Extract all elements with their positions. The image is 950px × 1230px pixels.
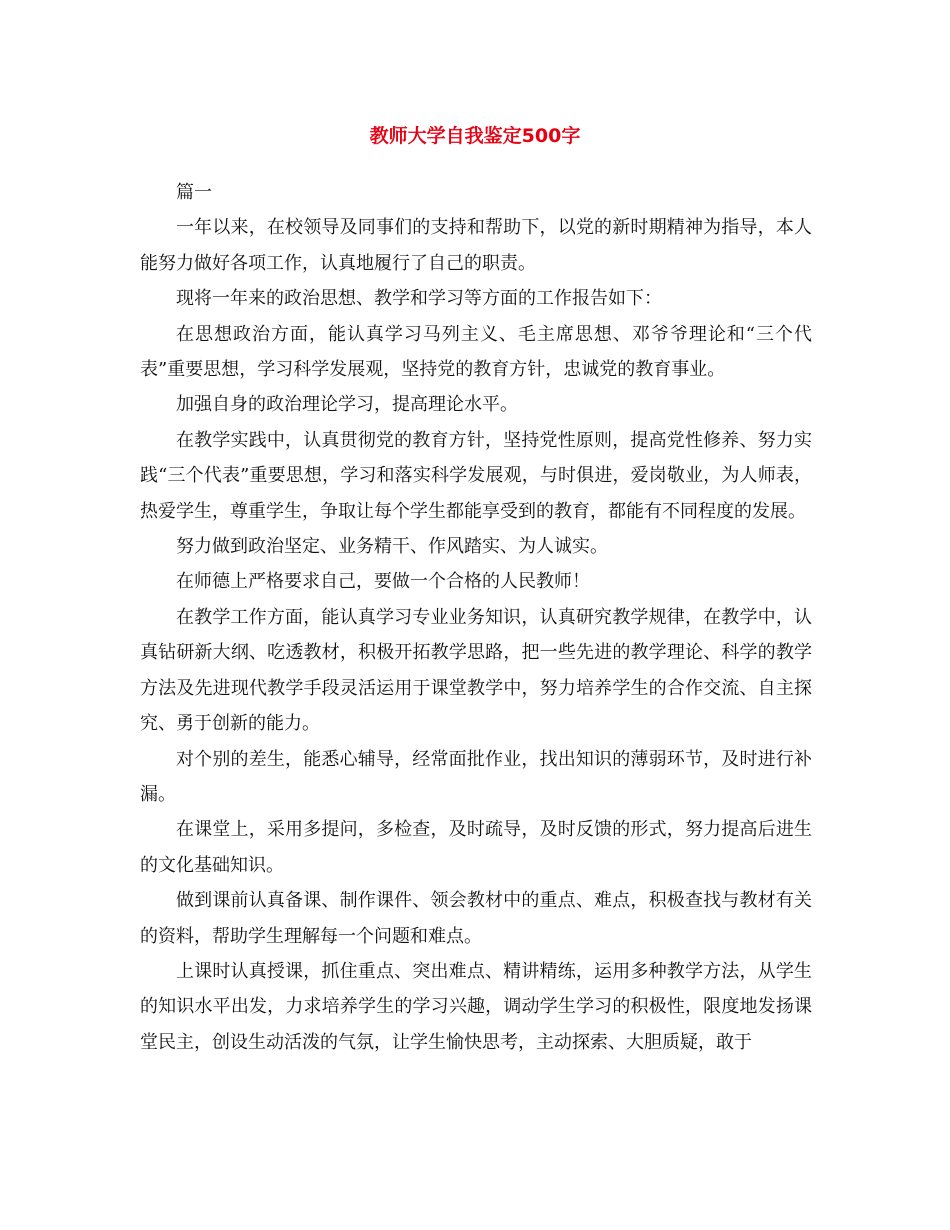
- paragraph-section-label: 篇一: [176, 182, 212, 203]
- paragraph: 在课堂上，采用多提问，多检查，及时疏导，及时反馈的形式，努力提高后进生的文化基础知识。: [140, 819, 812, 876]
- paragraph: 一年以来，在校领导及同事们的支持和帮助下，以党的新时期精神为指导，本人能努力做好各项工作，认真地履行了自己的职责。: [140, 217, 812, 274]
- paragraph: 上课时认真授课，抓住重点、突出难点、精讲精练，运用多种教学方法，从学生的知识水平出发，力求培养学生的学习兴趣，调动学生学习的积极性，限度地发扬课堂民主，创设生动活泼的气氛，让学生愉快思考，主动探索、大胆质疑，敢于: [140, 960, 812, 1053]
- paragraph: 对个别的差生，能悉心辅导，经常面批作业，找出知识的薄弱环节，及时进行补漏。: [140, 748, 812, 805]
- paragraph: 加强自身的政治理论学习，提高理论水平。: [176, 394, 518, 416]
- paragraph: 在师德上严格要求自己，要做一个合格的人民教师！: [176, 571, 590, 593]
- paragraph: 在教学工作方面，能认真学习专业业务知识，认真研究教学规律，在教学中，认真钻研新大纲、吃透教材，积极开拓教学思路，把一些先进的教学理论、科学的教学方法及先进现代教学手段灵活运用于课堂教学中，努力培养学生的合作交流、自主探究、勇于创新的能力。: [140, 606, 812, 735]
- document-body: [140, 175, 812, 1060]
- paragraph: 做到课前认真备课、制作课件、领会教材中的重点、难点，积极查找与教材有关的资料，帮助学生理解每一个问题和难点。: [140, 890, 812, 947]
- paragraph: 在教学实践中，认真贯彻党的教育方针，坚持党性原则，提高党性修养、努力实践“三个代表”重要思想，学习和落实科学发展观，与时俱进，爱岗敬业，为人师表，热爱学生，尊重学生，争取让每个学生都能享受到的教育，都能有不同程度的发展。: [140, 429, 812, 522]
- paragraph: 努力做到政治坚定、业务精干、作风踏实、为人诚实。: [176, 536, 608, 558]
- paragraph: 现将一年来的政治思想、教学和学习等方面的工作报告如下：: [176, 288, 662, 310]
- paragraph: 在思想政治方面，能认真学习马列主义、毛主席思想、邓爷爷理论和“三个代表”重要思想，学习科学发展观，坚持党的教育方针，忠诚党的教育事业。: [140, 323, 812, 381]
- document-title: 教师大学自我鉴定500字: [369, 125, 581, 147]
